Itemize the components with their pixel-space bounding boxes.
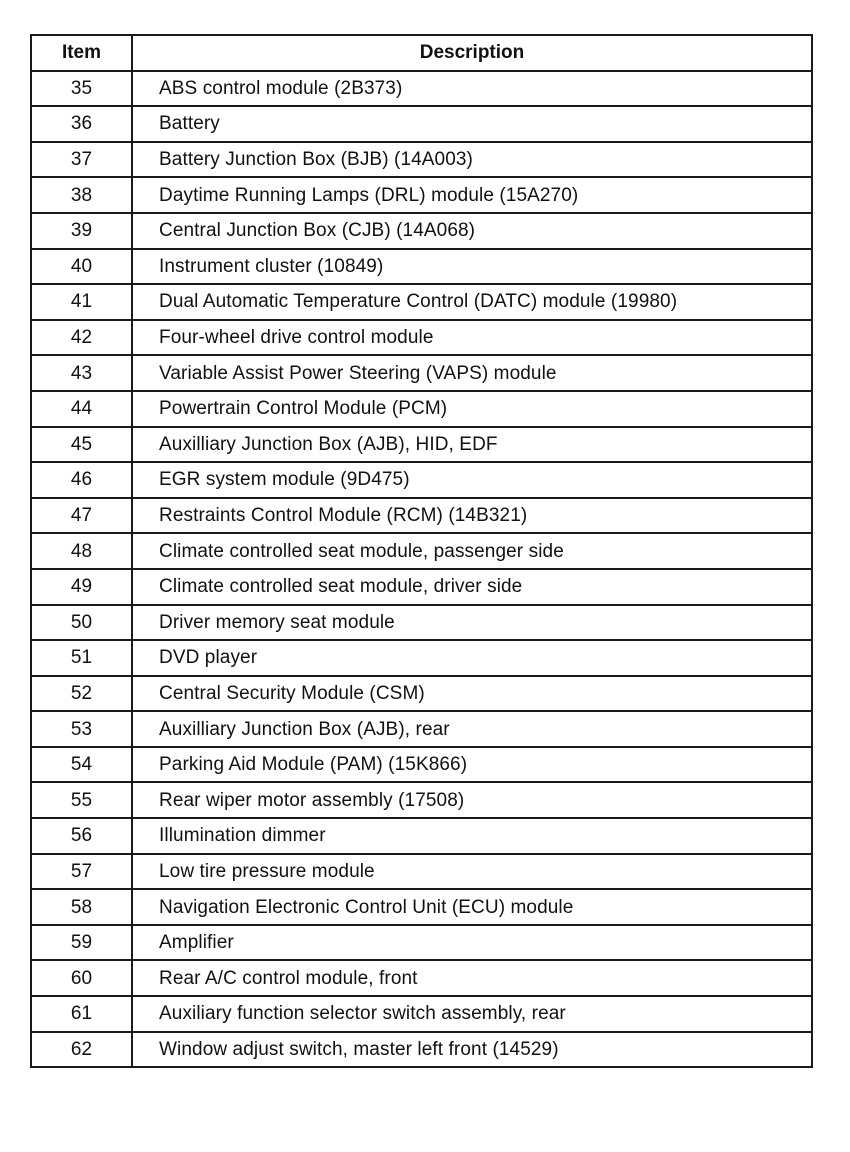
description-cell: EGR system module (9D475)	[132, 462, 812, 498]
description-cell: Central Junction Box (CJB) (14A068)	[132, 213, 812, 249]
description-cell: Variable Assist Power Steering (VAPS) module	[132, 355, 812, 391]
item-number-cell: 42	[31, 320, 132, 356]
item-number-cell: 49	[31, 569, 132, 605]
item-number-cell: 54	[31, 747, 132, 783]
table-row	[31, 889, 812, 925]
table-row	[31, 249, 812, 285]
item-number-cell: 40	[31, 249, 132, 285]
table-row	[31, 106, 812, 142]
description-cell: Parking Aid Module (PAM) (15K866)	[132, 747, 812, 783]
table-row	[31, 1032, 812, 1068]
description-cell: Instrument cluster (10849)	[132, 249, 812, 285]
item-number-cell: 35	[31, 71, 132, 107]
table-row	[31, 640, 812, 676]
description-cell: Rear wiper motor assembly (17508)	[132, 782, 812, 818]
parts-table	[30, 34, 813, 1068]
item-number-cell: 57	[31, 854, 132, 890]
item-number-cell: 39	[31, 213, 132, 249]
description-cell: Window adjust switch, master left front (14529)	[132, 1032, 812, 1068]
table-row	[31, 320, 812, 356]
table-row	[31, 605, 812, 641]
table-row	[31, 71, 812, 107]
item-number-cell: 56	[31, 818, 132, 854]
item-number-cell: 51	[31, 640, 132, 676]
item-number-cell: 55	[31, 782, 132, 818]
item-number-cell: 44	[31, 391, 132, 427]
description-cell: Navigation Electronic Control Unit (ECU) module	[132, 889, 812, 925]
description-cell: Illumination dimmer	[132, 818, 812, 854]
table-row	[31, 177, 812, 213]
description-cell: Driver memory seat module	[132, 605, 812, 641]
table-row	[31, 996, 812, 1032]
table-row	[31, 391, 812, 427]
item-number-cell: 36	[31, 106, 132, 142]
description-cell: Four-wheel drive control module	[132, 320, 812, 356]
item-number-cell: 41	[31, 284, 132, 320]
item-column-header: Item	[31, 35, 132, 71]
item-number-cell: 48	[31, 533, 132, 569]
table-row	[31, 213, 812, 249]
table-row	[31, 462, 812, 498]
description-cell: Battery	[132, 106, 812, 142]
item-number-cell: 50	[31, 605, 132, 641]
item-number-cell: 60	[31, 960, 132, 996]
item-number-cell: 58	[31, 889, 132, 925]
table-row	[31, 854, 812, 890]
table-row	[31, 427, 812, 463]
item-number-cell: 47	[31, 498, 132, 534]
table-row	[31, 569, 812, 605]
description-cell: Auxilliary Junction Box (AJB), HID, EDF	[132, 427, 812, 463]
description-cell: Dual Automatic Temperature Control (DATC) module (19980)	[132, 284, 812, 320]
description-cell: Restraints Control Module (RCM) (14B321)	[132, 498, 812, 534]
description-cell: DVD player	[132, 640, 812, 676]
table-row	[31, 782, 812, 818]
item-number-cell: 45	[31, 427, 132, 463]
description-cell: Rear A/C control module, front	[132, 960, 812, 996]
table-row	[31, 711, 812, 747]
item-number-cell: 59	[31, 925, 132, 961]
description-cell: Amplifier	[132, 925, 812, 961]
table-row	[31, 676, 812, 712]
description-cell: Daytime Running Lamps (DRL) module (15A270)	[132, 177, 812, 213]
table-row	[31, 284, 812, 320]
table-row	[31, 355, 812, 391]
description-cell: ABS control module (2B373)	[132, 71, 812, 107]
table-row	[31, 747, 812, 783]
description-cell: Auxilliary Junction Box (AJB), rear	[132, 711, 812, 747]
description-cell: Battery Junction Box (BJB) (14A003)	[132, 142, 812, 178]
header-row	[31, 35, 812, 71]
table-body	[31, 71, 812, 1068]
table-row	[31, 498, 812, 534]
item-number-cell: 52	[31, 676, 132, 712]
item-number-cell: 38	[31, 177, 132, 213]
item-number-cell: 46	[31, 462, 132, 498]
description-cell: Auxiliary function selector switch assembly, rear	[132, 996, 812, 1032]
table-header	[31, 35, 812, 71]
description-cell: Powertrain Control Module (PCM)	[132, 391, 812, 427]
table-row	[31, 533, 812, 569]
description-cell: Climate controlled seat module, driver side	[132, 569, 812, 605]
item-number-cell: 37	[31, 142, 132, 178]
table-row	[31, 960, 812, 996]
description-cell: Climate controlled seat module, passenger side	[132, 533, 812, 569]
item-number-cell: 53	[31, 711, 132, 747]
item-number-cell: 61	[31, 996, 132, 1032]
item-number-cell: 43	[31, 355, 132, 391]
description-cell: Central Security Module (CSM)	[132, 676, 812, 712]
table-row	[31, 818, 812, 854]
description-column-header: Description	[132, 35, 812, 71]
item-number-cell: 62	[31, 1032, 132, 1068]
description-cell: Low tire pressure module	[132, 854, 812, 890]
table-row	[31, 925, 812, 961]
table-row	[31, 142, 812, 178]
